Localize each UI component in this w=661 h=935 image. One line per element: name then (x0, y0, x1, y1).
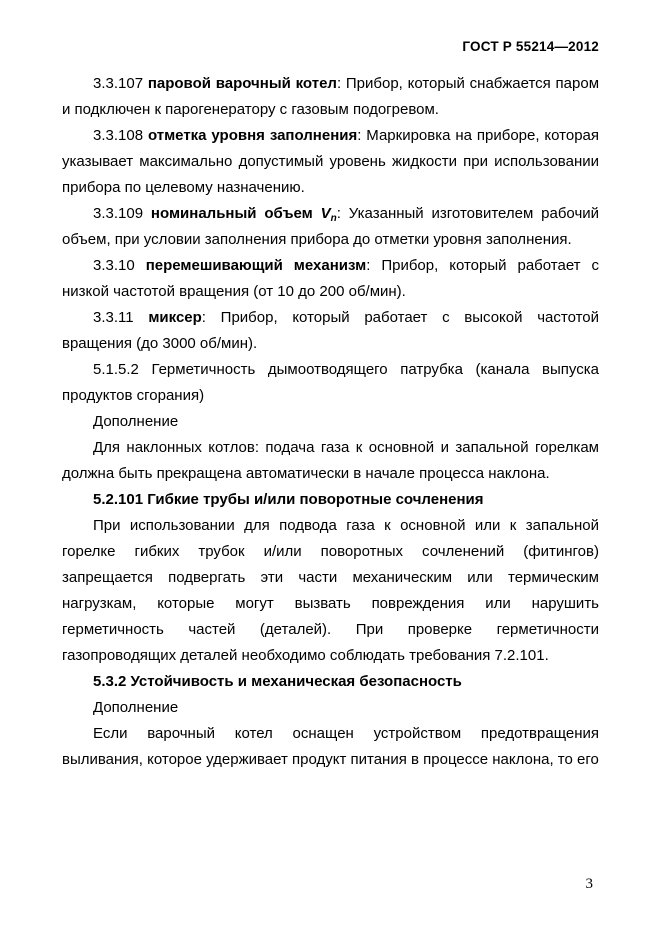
addendum-text: Если варочный котел оснащен устройством предотвращения выливания, которое удерживает продукт питания в процессе наклона, то его (62, 725, 599, 768)
volume-symbol: V (320, 205, 331, 222)
clause-number: 3.3.107 (93, 75, 144, 92)
defined-term: отметка уровня заполнения (147, 127, 358, 144)
addendum-label: Дополнение (93, 413, 179, 430)
volume-subscript: n (330, 213, 337, 224)
definition-3-3-11 (62, 305, 599, 357)
clause-number: 3.3.10 (93, 257, 135, 274)
page-number: 3 (585, 876, 593, 892)
addendum-text: Для наклонных котлов: подача газа к основной и запальной горелкам должна быть прекращена автоматически в начале процесса наклона. (62, 439, 599, 482)
definition-text: : Указанный изготовителем рабочий объем, при условии заполнения прибора до отметки уровня заполнения. (62, 205, 600, 248)
section-heading-5-3-2: 5.3.2 Устойчивость и механическая безопасность (93, 673, 462, 690)
definition-text: : Прибор, который работает с низкой частотой вращения (от 10 до 200 об/мин). (62, 257, 599, 300)
definition-3-3-108 (62, 123, 599, 201)
definition-text: : Прибор, который работает с высокой частотой вращения (до 3000 об/мин). (62, 309, 600, 352)
defined-term: миксер (148, 309, 202, 326)
defined-term: номинальный объем (150, 205, 313, 222)
clause-number: 3.3.108 (93, 127, 144, 144)
definition-3-3-10 (62, 253, 599, 305)
definition-text: : Маркировка на приборе, которая указывает максимально допустимый уровень жидкости при использовании прибора по целевому назначению. (62, 127, 600, 196)
section-heading-5-2-101: 5.2.101 Гибкие трубы и/или поворотные сочленения (93, 491, 484, 508)
definition-text: : Прибор, который снабжается паром и подключен к парогенератору с газовым подогревом. (62, 75, 600, 118)
definition-3-3-107 (62, 71, 599, 123)
definition-3-3-109 (62, 201, 599, 253)
clause-number: 3.3.109 (93, 205, 144, 222)
addendum-label: Дополнение (93, 699, 179, 716)
defined-term: перемешивающий механизм (145, 257, 367, 274)
document-body (62, 71, 599, 773)
clause-5-1-5-2: 5.1.5.2 Герметичность дымоотводящего патрубка (канала выпуска продуктов сгорания) (62, 361, 599, 404)
clause-5-2-101-text: При использовании для подвода газа к основной или к запальной горелке гибких трубок и/или поворотных сочленений (фитингов) запрещается подвергать эти части механическим или термическим нагрузкам, которые могут вызвать повреждения или нарушить герметичность частей (деталей). При проверке герметичности газопроводящих деталей необходимо соблюдать требования 7.2.101. (62, 517, 599, 664)
standard-code: ГОСТ Р 55214—2012 (462, 39, 599, 54)
defined-term: паровой варочный котел (147, 75, 337, 92)
clause-number: 3.3.11 (93, 309, 134, 326)
